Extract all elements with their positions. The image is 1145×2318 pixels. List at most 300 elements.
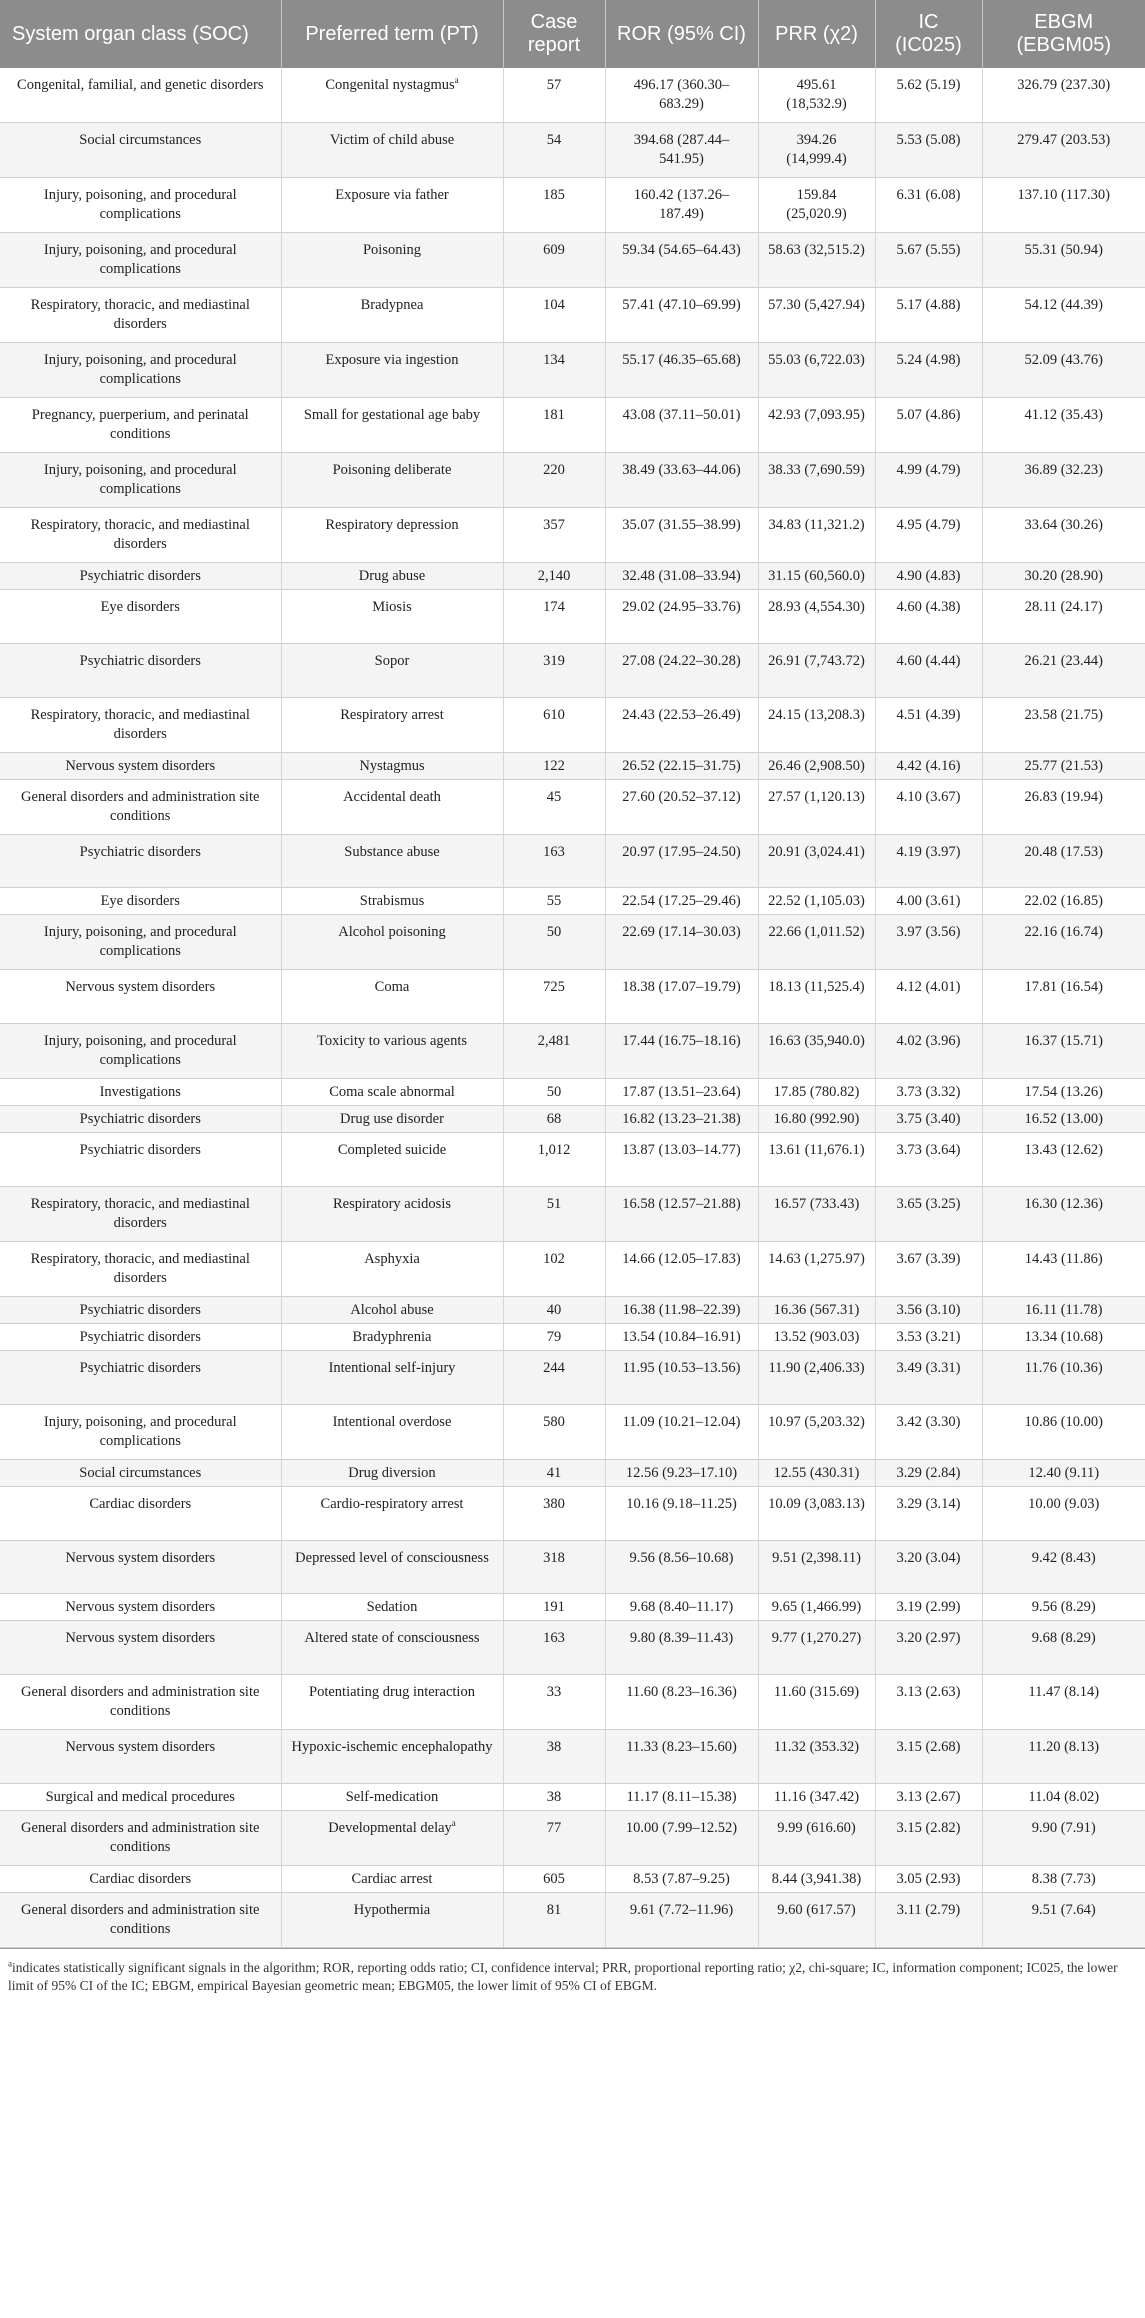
soc-cell-text: Injury, poisoning, and procedural complications: [43, 1413, 237, 1449]
prr-cell-text: 18.13 (11,525.4): [768, 979, 865, 996]
ror-cell: [605, 1486, 758, 1540]
table-row: [0, 178, 1145, 233]
case-report-cell-text: 319: [543, 652, 565, 669]
table-row: [0, 888, 1145, 915]
ror-cell-text: 11.09 (10.21–12.04): [622, 1413, 741, 1430]
ror-cell: [605, 1106, 758, 1133]
soc-cell: [0, 343, 281, 398]
ror-cell: [605, 1079, 758, 1106]
ebgm-cell: [982, 1323, 1145, 1350]
ic-cell-text: 4.10 (3.67): [896, 788, 961, 805]
prr-cell: [758, 590, 875, 644]
ror-cell-text: 9.61 (7.72–11.96): [629, 1901, 734, 1918]
soc-cell: [0, 1106, 281, 1133]
pt-cell-text: Accidental death: [343, 788, 441, 805]
pt-cell-text: Sedation: [366, 1599, 418, 1616]
ror-cell-text: 55.17 (46.35–65.68): [622, 352, 741, 368]
soc-cell: [0, 970, 281, 1024]
prr-cell-text: 57.30 (5,427.94): [768, 297, 865, 313]
case-report-cell-text: 77: [546, 1819, 562, 1836]
prr-cell-text: 10.09 (3,083.13): [768, 1495, 865, 1512]
ic-cell: [875, 1133, 982, 1187]
pt-cell: [281, 178, 503, 233]
ic-cell-text: 3.75 (3.40): [896, 1111, 961, 1128]
ror-cell: [605, 1404, 758, 1459]
ic-cell: [875, 288, 982, 343]
case-report-cell: [503, 1079, 605, 1106]
prr-cell-text: 42.93 (7,093.95): [768, 407, 865, 423]
soc-cell-text: Psychiatric disorders: [79, 1111, 201, 1128]
soc-cell: [0, 1296, 281, 1323]
ic-cell-text: 5.67 (5.55): [896, 242, 961, 258]
case-report-cell-text: 609: [543, 242, 565, 258]
ebgm-cell: [982, 288, 1145, 343]
case-report-cell-text: 163: [543, 1630, 565, 1647]
ebgm-cell: [982, 590, 1145, 644]
header-ror: ROR (95% CI): [605, 0, 758, 68]
ror-cell: [605, 1133, 758, 1187]
ic-cell-text: 4.19 (3.97): [896, 843, 961, 860]
ror-cell-text: 35.07 (31.55–38.99): [622, 517, 741, 533]
ebgm-cell-text: 28.11 (24.17): [1024, 599, 1103, 615]
pt-cell-text: Substance abuse: [344, 843, 440, 860]
ror-cell: [605, 178, 758, 233]
ror-cell-text: 13.54 (10.84–16.91): [622, 1328, 741, 1345]
header-case-report: Case report: [503, 0, 605, 68]
table-row: [0, 970, 1145, 1024]
ebgm-cell: [982, 915, 1145, 970]
ror-cell: [605, 1241, 758, 1296]
soc-cell-text: Surgical and medical procedures: [45, 1788, 235, 1805]
pt-cell-text: Self-medication: [345, 1788, 439, 1805]
case-report-cell: [503, 1730, 605, 1784]
case-report-cell-text: 50: [546, 1084, 562, 1101]
case-report-cell: [503, 1892, 605, 1947]
soc-cell: [0, 563, 281, 590]
table-row: [0, 1621, 1145, 1675]
case-report-cell: [503, 1186, 605, 1241]
case-report-cell-text: 40: [546, 1301, 562, 1318]
ebgm-cell-text: 9.90 (7.91): [1031, 1819, 1096, 1836]
soc-cell: [0, 643, 281, 697]
ebgm-cell-text: 22.02 (16.85): [1024, 893, 1104, 910]
soc-cell-text: General disorders and administration site conditions: [21, 1684, 260, 1720]
ror-cell: [605, 398, 758, 453]
ror-cell-text: 20.97 (17.95–24.50): [622, 843, 741, 860]
ebgm-cell-text: 10.86 (10.00): [1024, 1413, 1104, 1430]
ebgm-cell: [982, 779, 1145, 834]
header-pt: Preferred term (PT): [281, 0, 503, 68]
pt-cell-text: Cardio-respiratory arrest: [320, 1495, 464, 1512]
ic-cell: [875, 343, 982, 398]
soc-cell-text: Respiratory, thoracic, and mediastinal disorders: [30, 517, 250, 552]
ebgm-cell: [982, 970, 1145, 1024]
ror-cell-text: 24.43 (22.53–26.49): [622, 706, 741, 723]
case-report-cell: [503, 697, 605, 752]
ror-cell: [605, 1810, 758, 1865]
ebgm-cell: [982, 1459, 1145, 1486]
pt-cell-text: Completed suicide: [337, 1142, 447, 1159]
ebgm-cell-text: 26.21 (23.44): [1024, 652, 1104, 669]
case-report-cell-text: 54: [546, 132, 562, 148]
ebgm-cell-text: 54.12 (44.39): [1024, 297, 1104, 313]
table-row: [0, 123, 1145, 178]
prr-cell-text: 9.99 (616.60): [777, 1819, 856, 1836]
header-row: [0, 0, 1145, 68]
ebgm-cell: [982, 1594, 1145, 1621]
ror-cell-text: 27.08 (24.22–30.28): [622, 652, 741, 669]
ic-cell-text: 5.24 (4.98): [896, 352, 961, 368]
pt-cell: [281, 453, 503, 508]
ror-cell: [605, 1186, 758, 1241]
prr-cell: [758, 915, 875, 970]
table-row: [0, 1133, 1145, 1187]
prr-cell-text: 11.60 (315.69): [773, 1684, 860, 1701]
table-row: [0, 1186, 1145, 1241]
table-body: [0, 68, 1145, 1947]
pt-cell-text: Bradyphrenia: [352, 1328, 432, 1345]
table-row: [0, 343, 1145, 398]
ic-cell: [875, 1730, 982, 1784]
soc-cell: [0, 590, 281, 644]
prr-cell: [758, 1892, 875, 1947]
case-report-cell: [503, 1459, 605, 1486]
prr-cell-text: 24.15 (13,208.3): [768, 706, 865, 723]
prr-cell-text: 11.16 (347.42): [773, 1788, 860, 1805]
case-report-cell: [503, 508, 605, 563]
prr-cell-text: 9.77 (1,270.27): [771, 1630, 862, 1647]
ror-cell-text: 16.82 (13.23–21.38): [622, 1111, 741, 1128]
prr-cell: [758, 1459, 875, 1486]
ebgm-cell-text: 23.58 (21.75): [1024, 706, 1104, 723]
soc-cell-text: Psychiatric disorders: [79, 568, 201, 584]
pt-cell: [281, 970, 503, 1024]
ic-cell: [875, 1540, 982, 1594]
ic-cell-text: 3.15 (2.82): [896, 1819, 961, 1836]
ic-cell: [875, 1459, 982, 1486]
ror-cell-text: 160.42 (137.26–187.49): [633, 187, 730, 222]
ror-cell: [605, 590, 758, 644]
soc-cell-text: Injury, poisoning, and procedural complications: [43, 1033, 237, 1069]
case-report-cell-text: 2,481: [537, 1033, 571, 1050]
soc-cell-text: Psychiatric disorders: [79, 1328, 201, 1345]
table-row: [0, 590, 1145, 644]
ic-cell-text: 4.90 (4.83): [896, 568, 961, 584]
ror-cell-text: 26.52 (22.15–31.75): [622, 757, 741, 774]
soc-cell: [0, 1241, 281, 1296]
case-report-cell-text: 38: [546, 1739, 562, 1756]
ic-cell: [875, 1865, 982, 1892]
case-report-cell-text: 102: [543, 1250, 565, 1267]
soc-cell-text: Injury, poisoning, and procedural complications: [43, 462, 237, 497]
ror-cell: [605, 1730, 758, 1784]
case-report-cell: [503, 1540, 605, 1594]
pt-cell-text: Depressed level of consciousness: [295, 1549, 489, 1566]
pt-cell-text: Altered state of consciousness: [304, 1630, 480, 1647]
table-row: [0, 697, 1145, 752]
case-report-cell-text: 380: [543, 1495, 565, 1512]
prr-cell: [758, 1024, 875, 1079]
ror-cell-text: 9.56 (8.56–10.68): [629, 1549, 734, 1566]
pt-cell-text: Asphyxia: [364, 1250, 420, 1267]
ic-cell: [875, 1186, 982, 1241]
table-row: [0, 1106, 1145, 1133]
ror-cell-text: 11.95 (10.53–13.56): [622, 1359, 741, 1376]
soc-cell-text: Congenital, familial, and genetic disorders: [17, 77, 264, 93]
ebgm-cell: [982, 1540, 1145, 1594]
ebgm-cell: [982, 1404, 1145, 1459]
ebgm-cell-text: 30.20 (28.90): [1024, 568, 1104, 584]
prr-cell: [758, 888, 875, 915]
ebgm-cell-text: 20.48 (17.53): [1024, 843, 1104, 860]
ebgm-cell: [982, 398, 1145, 453]
ebgm-cell: [982, 178, 1145, 233]
pt-cell: [281, 288, 503, 343]
case-report-cell-text: 163: [543, 843, 565, 860]
soc-cell: [0, 697, 281, 752]
prr-cell: [758, 752, 875, 779]
prr-cell: [758, 508, 875, 563]
ror-cell: [605, 643, 758, 697]
prr-cell: [758, 343, 875, 398]
case-report-cell: [503, 1810, 605, 1865]
ic-cell-text: 3.73 (3.64): [896, 1142, 961, 1159]
case-report-cell: [503, 343, 605, 398]
case-report-cell-text: 50: [546, 924, 562, 941]
ebgm-cell-text: 52.09 (43.76): [1024, 352, 1104, 368]
ror-cell-text: 16.58 (12.57–21.88): [622, 1195, 741, 1212]
prr-cell: [758, 779, 875, 834]
ic-cell: [875, 779, 982, 834]
case-report-cell-text: 122: [543, 757, 565, 774]
prr-cell: [758, 233, 875, 288]
prr-cell-text: 16.36 (567.31): [773, 1301, 860, 1318]
ebgm-cell: [982, 563, 1145, 590]
case-report-cell: [503, 834, 605, 888]
prr-cell-text: 31.15 (60,560.0): [768, 568, 865, 584]
ic-cell-text: 3.56 (3.10): [896, 1301, 961, 1318]
soc-cell: [0, 1594, 281, 1621]
ic-cell-text: 4.60 (4.44): [896, 652, 961, 669]
case-report-cell-text: 605: [543, 1870, 565, 1887]
soc-cell-text: Eye disorders: [100, 599, 180, 615]
ic-cell: [875, 697, 982, 752]
soc-cell: [0, 508, 281, 563]
ebgm-cell-text: 26.83 (19.94): [1024, 788, 1104, 805]
ic-cell-text: 3.29 (2.84): [896, 1464, 961, 1481]
table-row: [0, 1350, 1145, 1404]
ic-cell-text: 4.99 (4.79): [896, 462, 961, 478]
ic-cell-text: 4.60 (4.38): [896, 599, 961, 615]
ror-cell: [605, 563, 758, 590]
soc-cell: [0, 453, 281, 508]
table-row: [0, 68, 1145, 123]
pt-cell-text: Bradypnea: [360, 297, 424, 313]
table-header: [0, 0, 1145, 68]
soc-cell-text: Respiratory, thoracic, and mediastinal disorders: [30, 706, 250, 742]
ror-cell: [605, 343, 758, 398]
header-soc: System organ class (SOC): [0, 0, 281, 68]
case-report-cell: [503, 1024, 605, 1079]
table-row: [0, 779, 1145, 834]
prr-cell: [758, 1675, 875, 1730]
ebgm-cell: [982, 1133, 1145, 1187]
ic-cell-text: 3.20 (3.04): [896, 1549, 961, 1566]
table-row: [0, 1783, 1145, 1810]
ic-cell-text: 3.49 (3.31): [896, 1359, 961, 1376]
ic-cell: [875, 1241, 982, 1296]
ebgm-cell-text: 55.31 (50.94): [1024, 242, 1104, 258]
prr-cell: [758, 834, 875, 888]
ebgm-cell-text: 8.38 (7.73): [1031, 1870, 1096, 1887]
ror-cell: [605, 834, 758, 888]
ror-cell-text: 11.33 (8.23–15.60): [626, 1739, 737, 1756]
table-footnote: [0, 1948, 1145, 1995]
ic-cell-text: 3.11 (2.79): [896, 1901, 961, 1918]
table-row: [0, 1730, 1145, 1784]
soc-cell: [0, 915, 281, 970]
ebgm-cell: [982, 697, 1145, 752]
case-report-cell: [503, 1296, 605, 1323]
ebgm-cell: [982, 508, 1145, 563]
prr-cell-text: 26.46 (2,908.50): [768, 757, 865, 774]
pt-cell: [281, 1892, 503, 1947]
soc-cell: [0, 178, 281, 233]
soc-cell-text: Respiratory, thoracic, and mediastinal disorders: [30, 297, 250, 332]
pt-cell-text: Cardiac arrest: [351, 1870, 433, 1887]
ic-cell-text: 4.95 (4.79): [896, 517, 961, 533]
case-report-cell-text: 81: [546, 1901, 562, 1918]
ebgm-cell: [982, 1486, 1145, 1540]
ror-cell: [605, 1323, 758, 1350]
ic-cell-text: 3.29 (3.14): [896, 1495, 961, 1512]
case-report-cell: [503, 233, 605, 288]
header-ic: IC (IC025): [875, 0, 982, 68]
pt-cell: [281, 1865, 503, 1892]
ebgm-cell-text: 33.64 (30.26): [1024, 517, 1104, 533]
ic-cell: [875, 1350, 982, 1404]
ic-cell-text: 3.13 (2.67): [896, 1788, 961, 1805]
ebgm-cell-text: 9.42 (8.43): [1031, 1549, 1096, 1566]
soc-cell-text: Nervous system disorders: [65, 1630, 216, 1647]
pt-cell-text: Congenital nystagmus: [325, 77, 455, 93]
case-report-cell-text: 357: [543, 517, 565, 533]
ebgm-cell-text: 10.00 (9.03): [1028, 1495, 1100, 1512]
soc-cell-text: General disorders and administration site conditions: [21, 1901, 260, 1937]
table-row: [0, 1810, 1145, 1865]
case-report-cell-text: 174: [543, 599, 565, 615]
case-report-cell-text: 244: [543, 1359, 565, 1376]
prr-cell-text: 17.85 (780.82): [773, 1084, 860, 1101]
ebgm-cell: [982, 1296, 1145, 1323]
ebgm-cell: [982, 343, 1145, 398]
ic-cell: [875, 590, 982, 644]
case-report-cell-text: 1,012: [537, 1142, 571, 1159]
pt-cell: [281, 1323, 503, 1350]
ebgm-cell-text: 11.20 (8.13): [1028, 1739, 1100, 1756]
soc-cell-text: Cardiac disorders: [89, 1870, 192, 1887]
soc-cell-text: Pregnancy, puerperium, and perinatal conditions: [31, 407, 249, 442]
pt-cell-text: Drug abuse: [358, 568, 426, 584]
ror-cell-text: 17.44 (16.75–18.16): [622, 1033, 741, 1050]
soc-cell-text: Injury, poisoning, and procedural complications: [43, 924, 237, 960]
case-report-cell: [503, 288, 605, 343]
ic-cell: [875, 970, 982, 1024]
pt-cell-text: Potentiating drug interaction: [309, 1684, 475, 1701]
ror-cell-text: 27.60 (20.52–37.12): [622, 788, 741, 805]
ic-cell: [875, 563, 982, 590]
pt-cell: [281, 1106, 503, 1133]
case-report-cell: [503, 915, 605, 970]
case-report-cell: [503, 178, 605, 233]
case-report-cell-text: 57: [546, 77, 562, 93]
pt-cell: [281, 888, 503, 915]
ebgm-cell: [982, 1783, 1145, 1810]
soc-cell-text: Injury, poisoning, and procedural complications: [43, 187, 237, 222]
pt-cell: [281, 1296, 503, 1323]
ror-cell-text: 32.48 (31.08–33.94): [622, 568, 741, 584]
ic-cell: [875, 1404, 982, 1459]
pt-cell: [281, 779, 503, 834]
case-report-cell: [503, 643, 605, 697]
soc-cell: [0, 1621, 281, 1675]
pt-cell: [281, 915, 503, 970]
prr-cell: [758, 68, 875, 123]
ror-cell: [605, 1621, 758, 1675]
ror-cell: [605, 1296, 758, 1323]
pt-cell-text: Nystagmus: [359, 757, 425, 774]
table-row: [0, 1459, 1145, 1486]
soc-cell: [0, 1186, 281, 1241]
ic-cell-text: 3.05 (2.93): [896, 1870, 961, 1887]
soc-cell: [0, 1783, 281, 1810]
case-report-cell: [503, 1621, 605, 1675]
ebgm-cell: [982, 834, 1145, 888]
case-report-cell-text: 51: [546, 1195, 562, 1212]
pt-cell: [281, 752, 503, 779]
prr-cell-text: 11.32 (353.32): [773, 1739, 860, 1756]
prr-cell: [758, 1133, 875, 1187]
pt-cell: [281, 1241, 503, 1296]
pt-cell-text: Alcohol abuse: [350, 1301, 434, 1318]
case-report-cell: [503, 1783, 605, 1810]
prr-cell: [758, 1486, 875, 1540]
soc-cell: [0, 1350, 281, 1404]
case-report-cell-text: 68: [546, 1111, 562, 1128]
pt-cell-text: Drug diversion: [348, 1464, 436, 1481]
ic-cell: [875, 1024, 982, 1079]
ror-cell: [605, 233, 758, 288]
soc-cell-text: General disorders and administration site conditions: [21, 788, 260, 824]
ebgm-cell-text: 16.37 (15.71): [1024, 1033, 1104, 1050]
prr-cell: [758, 453, 875, 508]
table-row: [0, 1079, 1145, 1106]
soc-cell-text: Injury, poisoning, and procedural complications: [43, 352, 237, 387]
ror-cell: [605, 1892, 758, 1947]
ic-cell: [875, 68, 982, 123]
ror-cell-text: 10.00 (7.99–12.52): [625, 1819, 738, 1836]
ror-cell: [605, 1675, 758, 1730]
table-row: [0, 752, 1145, 779]
case-report-cell: [503, 1404, 605, 1459]
prr-cell-text: 11.90 (2,406.33): [768, 1359, 865, 1376]
prr-cell: [758, 1783, 875, 1810]
prr-cell-text: 22.52 (1,105.03): [768, 893, 865, 910]
prr-cell-text: 34.83 (11,321.2): [768, 517, 865, 533]
table-row: [0, 398, 1145, 453]
prr-cell: [758, 1323, 875, 1350]
ror-cell: [605, 1783, 758, 1810]
